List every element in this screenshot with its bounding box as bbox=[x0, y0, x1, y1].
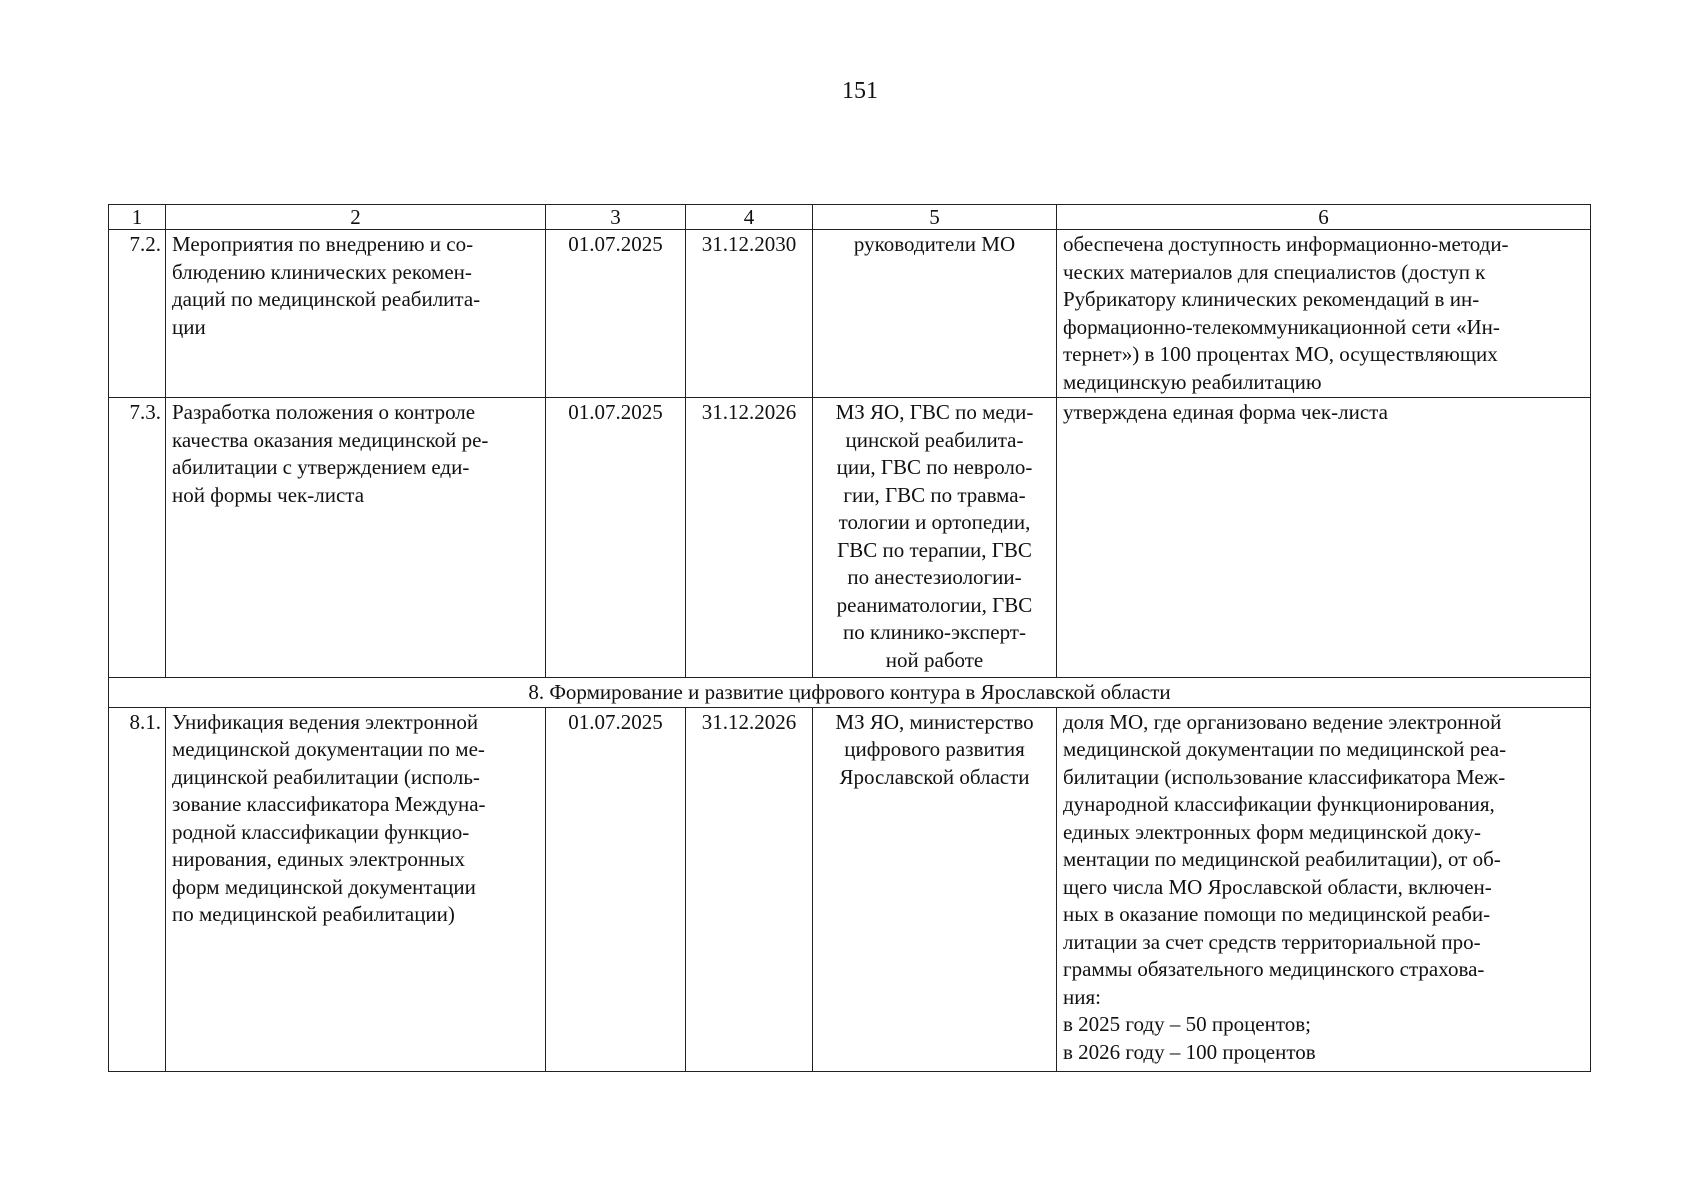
start-date: 01.07.2025 bbox=[546, 398, 686, 678]
text-line: цинской реабилита- bbox=[845, 427, 1024, 452]
text-line: ния: bbox=[1063, 984, 1101, 1009]
start-date: 01.07.2025 bbox=[546, 707, 686, 1071]
text-line: билитации (использование классификатора Меж- bbox=[1063, 764, 1506, 789]
column-number: 4 bbox=[686, 205, 813, 230]
text-line: дицинской реабилитации (исполь- bbox=[172, 764, 480, 789]
text-line: единых электронных форм медицинской доку- bbox=[1063, 819, 1482, 844]
text-line: гии, ГВС по травма- bbox=[843, 482, 1026, 507]
text-line: Мероприятия по внедрению и со- bbox=[172, 232, 474, 256]
start-date: 01.07.2025 bbox=[546, 230, 686, 398]
text-line: даций по медицинской реабилита- bbox=[172, 287, 481, 311]
row-number: 8.1. bbox=[109, 707, 166, 1071]
section-heading: 8. Формирование и развитие цифрового контура в Ярославской области bbox=[109, 678, 1591, 708]
text-line: Ярославской области bbox=[839, 764, 1030, 789]
text-line: ной формы чек-листа bbox=[172, 482, 365, 507]
column-number-row bbox=[109, 205, 1591, 230]
end-date: 31.12.2026 bbox=[686, 398, 813, 678]
text-line: абилитации с утверждением еди- bbox=[172, 455, 470, 479]
text-line: ментации по медицинской реабилитации), от об- bbox=[1063, 847, 1501, 871]
text-line: по медицинской реабилитации) bbox=[172, 902, 455, 926]
text-line: обеспечена доступность информационно-методи- bbox=[1063, 232, 1509, 256]
text-line: тернет») в 100 процентах МО, осуществляющих bbox=[1063, 342, 1498, 366]
expected-result bbox=[1057, 707, 1591, 1071]
text-line: руководители МО bbox=[853, 232, 1016, 256]
text-line: ных в оказание помощи по медицинской реаби- bbox=[1063, 902, 1491, 926]
text-line: в 2025 году – 50 процентов; bbox=[1063, 1012, 1312, 1036]
text-line: МЗ ЯО, ГВС по меди- bbox=[835, 400, 1034, 424]
text-line: по анестезиологии- bbox=[847, 565, 1022, 589]
text-line: медицинской документации по ме- bbox=[172, 737, 485, 761]
column-number: 2 bbox=[166, 205, 546, 230]
text-line: Унификация ведения электронной bbox=[172, 709, 479, 734]
table-row bbox=[109, 398, 1591, 678]
text-line: доля МО, где организовано ведение электронной bbox=[1063, 709, 1502, 734]
text-line: щего числа МО Ярославской области, включен- bbox=[1063, 874, 1492, 899]
row-number: 7.3. bbox=[109, 398, 166, 678]
column-number: 3 bbox=[546, 205, 686, 230]
text-line: форм медицинской документации bbox=[172, 874, 476, 899]
text-line: качества оказания медицинской ре- bbox=[172, 427, 489, 452]
text-line: утверждена единая форма чек-листа bbox=[1063, 400, 1388, 424]
text-line: граммы обязательного медицинского страхова- bbox=[1063, 957, 1485, 981]
text-line: цифрового развития bbox=[844, 737, 1025, 761]
expected-result bbox=[1057, 230, 1591, 398]
text-line: ции bbox=[172, 314, 206, 339]
activity-name bbox=[166, 398, 546, 678]
text-line: нирования, единых электронных bbox=[172, 847, 466, 871]
text-line: Разработка положения о контроле bbox=[172, 400, 476, 424]
column-number: 6 bbox=[1057, 205, 1591, 230]
text-line: медицинскую реабилитацию bbox=[1063, 369, 1322, 394]
table-row bbox=[109, 707, 1591, 1071]
text-line: по клинико-эксперт- bbox=[843, 620, 1026, 644]
section-heading-row bbox=[109, 678, 1591, 708]
page-number: 151 bbox=[842, 78, 878, 104]
responsible bbox=[813, 707, 1057, 1071]
text-line: реаниматологии, ГВС bbox=[836, 592, 1033, 617]
text-line: ческих материалов для специалистов (доступ к bbox=[1063, 259, 1486, 284]
text-line: литации за счет средств территориальной про- bbox=[1063, 929, 1481, 954]
text-line: зование классификатора Междуна- bbox=[172, 792, 486, 816]
table-row bbox=[109, 230, 1591, 398]
text-line: родной классификации функцио- bbox=[172, 819, 470, 844]
end-date: 31.12.2026 bbox=[686, 707, 813, 1071]
text-line: ной работе bbox=[885, 647, 984, 672]
text-line: МЗ ЯО, министерство bbox=[835, 709, 1034, 734]
text-line: медицинской документации по медицинской реа- bbox=[1063, 737, 1507, 761]
text-line: формационно-телекоммуникационной сети «Ин- bbox=[1063, 314, 1500, 339]
text-line: в 2026 году – 100 процентов bbox=[1063, 1039, 1316, 1064]
text-line: блюдению клинических рекомен- bbox=[172, 259, 472, 284]
expected-result bbox=[1057, 398, 1591, 678]
text-line: ГВС по терапии, ГВС bbox=[837, 537, 1032, 562]
responsible bbox=[813, 230, 1057, 398]
text-line: тологии и ортопедии, bbox=[838, 510, 1031, 534]
text-line: Рубрикатору клинических рекомендаций в ин- bbox=[1063, 287, 1480, 311]
column-number: 1 bbox=[109, 205, 166, 230]
column-number: 5 bbox=[813, 205, 1057, 230]
end-date: 31.12.2030 bbox=[686, 230, 813, 398]
row-number: 7.2. bbox=[109, 230, 166, 398]
activity-name bbox=[166, 707, 546, 1071]
text-line: дународной классификации функционирования, bbox=[1063, 792, 1495, 816]
plan-table bbox=[108, 204, 1591, 1072]
responsible bbox=[813, 398, 1057, 678]
text-line: ции, ГВС по невроло- bbox=[836, 455, 1033, 479]
activity-name bbox=[166, 230, 546, 398]
